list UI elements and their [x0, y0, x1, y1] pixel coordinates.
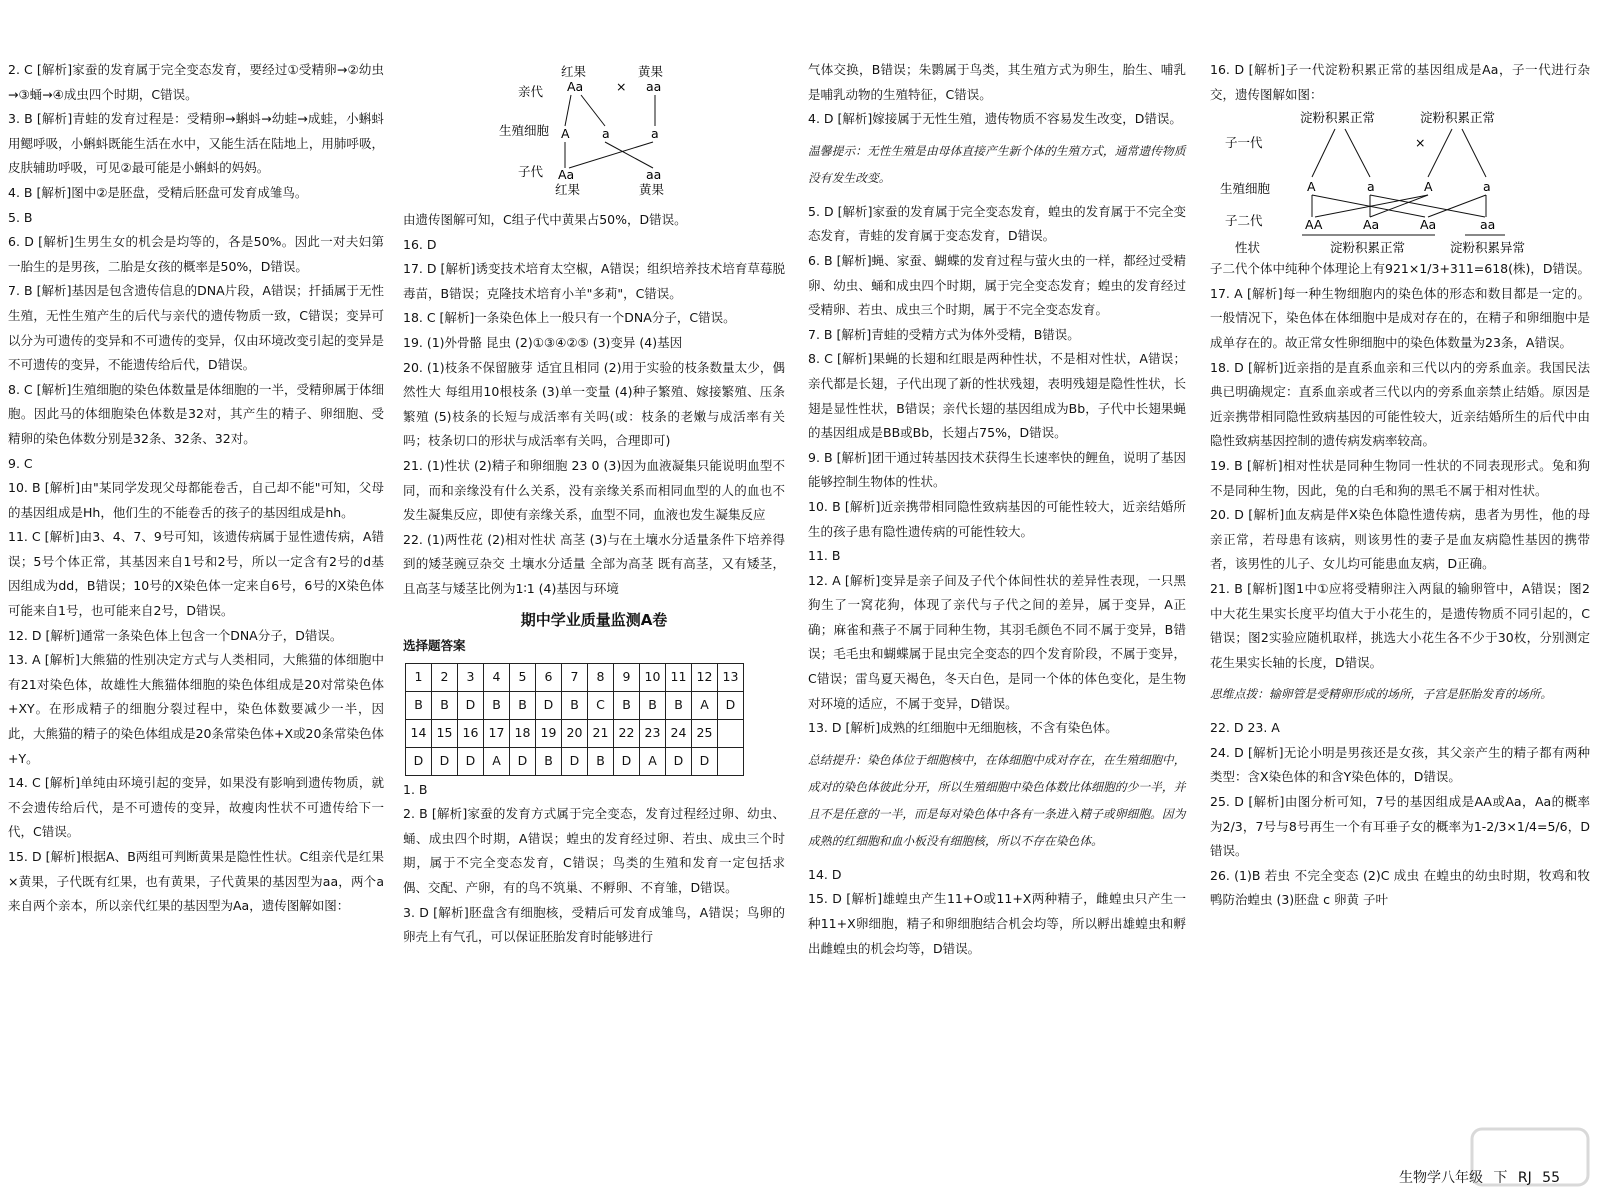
answer-table-cell: 11	[666, 663, 692, 691]
answer-item: 2. B [解析]家蚕的发育方式属于完全变态，发育过程经过卵、幼虫、蛹、成虫四个时期，A错误；蝗虫的发育经过卵、若虫、成虫三个时期，属于不完全变态发育，C错误；鸟类的生殖和发育一定包括求偶、交配、产卵，有的鸟不筑巢、不孵卵、不育雏，D错误。	[403, 806, 785, 896]
column-3-items	[808, 58, 1186, 132]
column-4-items	[1210, 58, 1590, 107]
f2-genotype-3: Aa	[1420, 217, 1437, 233]
answer-table-cell: B	[666, 691, 692, 719]
answer-table-cell: D	[432, 747, 458, 775]
answer-table-cell: 20	[562, 719, 588, 747]
answer-item: 17. A [解析]每一种生物细胞内的染色体的形态和数目都是一定的。一般情况下，染色体在体细胞中是成对存在的，在精子和卵细胞中是成单存在的。故正常女性卵细胞中的染色体数量为23条，A错误。	[1210, 285, 1590, 350]
row-label-parent: 亲代	[518, 84, 544, 99]
answer-table-cell: D	[614, 747, 640, 775]
answer-table-cell: 22	[614, 719, 640, 747]
column-3-items-b	[808, 200, 1186, 741]
column-3	[808, 58, 1186, 961]
arrow-line	[1312, 129, 1335, 177]
answer-item: 8. C [解析]果蝇的长翅和红眼是两种性状，不是相对性状，A错误；亲代都是长翅，子代出现了新的性状残翅，表明残翅是隐性性状，长翅是显性性状，B错误；亲代长翅的基因组成为Bb，子代中长翅果蝇的基因组成是BB或Bb，长翅占75%，D错误。	[808, 351, 1186, 441]
answer-table-cell: D	[510, 747, 536, 775]
answer-item: 20. D [解析]血友病是伴X染色体隐性遗传病，患者为男性，他的母亲正常，若母患有该病，则该男性的妻子是血友病隐性基因的携带者，该男性的儿子、女儿均可能患血友病，D正确。	[1210, 507, 1590, 572]
row-label-offspring: 子代	[518, 164, 544, 179]
f1-parent1-name: 淀粉积累正常	[1300, 110, 1376, 126]
answer-item: 20. (1)枝条不保留腋芽 适宜且相同 (2)用于实验的枝条数量太少，偶然性大 每组用10根枝条 (3)单一变量 (4)种子繁殖、嫁接繁殖、压条繁殖 (5)枝条的长短与成活率有关吗(或：枝条的老嫩与成活率有关吗；枝条切口的形状与成活率有关吗，合理即可)	[403, 359, 785, 449]
f2-genotype-1: AA	[1305, 217, 1323, 233]
thinking-tip-box: 思维点拨：输卵管是受精卵形成的场所，子宫是胚胎发育的场所。	[1210, 687, 1553, 702]
footer-term: 下	[1493, 1170, 1508, 1187]
answer-table-cell: B	[588, 747, 614, 775]
tip-box: 温馨提示：无性生殖是由母体直接产生新个体的生殖方式，通常遗传物质没有发生改变。	[808, 143, 1186, 185]
genetic-diagram-1	[403, 58, 785, 208]
answer-item: 6. D [解析]生男生女的机会是均等的，各是50%。因此一对夫妇第一胎生的是男孩，二胎是女孩的概率是50%，D错误。	[8, 234, 384, 274]
answer-item: 7. B [解析]基因是包含遗传信息的DNA片段，A错误；扦插属于无性生殖，无性生殖产生的后代与亲代的遗传物质一致，C错误；变异可以分为可遗传的变异和不可遗传的变异，仅由环境改变引起的变异是不可遗传的变异，不能遗传给后代，D错误。	[8, 283, 384, 373]
column-1-items	[8, 58, 384, 919]
gamete-A: A	[561, 126, 570, 141]
cross-symbol: ×	[616, 79, 627, 94]
answer-table-cell: 8	[588, 663, 614, 691]
parent1-name: 红果	[561, 64, 587, 79]
answer-table-cell: B	[510, 691, 536, 719]
answer-item: 3. B [解析]青蛙的发育过程是：受精卵→蝌蚪→幼蛙→成蛙，小蝌蚪用鳃呼吸，小蝌蚪既能生活在水中，又能生活在陆地上，用肺呼吸，皮肤辅助呼吸，可见②最可能是小蝌蚪的妈妈。	[8, 111, 384, 176]
answer-item: 1. B	[403, 781, 428, 797]
answer-item: 21. B [解析]图1中①应将受精卵注入两鼠的输卵管中，A错误；图2中大花生果实长度平均值大于小花生的，是遗传物质不同引起的，C错误；图2实验应随机取样，挑选大小花生各不少于30枚，分别测定花生果实长轴的长度，D错误。	[1210, 580, 1590, 670]
answer-table-cell: B	[562, 691, 588, 719]
answer-item: 4. B [解析]图中②是胚盘，受精后胚盘可发育成雏鸟。	[8, 184, 308, 200]
arrow-line	[1428, 129, 1452, 177]
row-label-f1: 子一代	[1225, 135, 1263, 151]
answer-table-cell: D	[666, 747, 692, 775]
watermark-logo	[1470, 1127, 1590, 1187]
answer-table-cell: C	[588, 691, 614, 719]
genetic-diagram-2	[1210, 107, 1590, 257]
answer-item: 13. A [解析]大熊猫的性别决定方式与人类相同，大熊猫的体细胞中有21对染色体，故雄性大熊猫体细胞的染色体组成是20对常染色体+XY。在形成精子的细胞分裂过程中，染色体数要减少一半，因此，大熊猫的精子的染色体组成是20条常染色体+X或20条常染色体+Y。	[8, 652, 384, 766]
row-label-gamete: 生殖细胞	[499, 123, 550, 138]
answer-item: 18. D [解析]近亲指的是直系血亲和三代以内的旁系血亲。我国民法典已明确规定：直系血亲或者三代以内的旁系血亲禁止结婚。原因是近亲携带相同隐性致病基因的可能性较大，近亲结婚所生的后代中由隐性致病基因控制的遗传病发病率较高。	[1210, 359, 1590, 449]
summary-box: 总结提升：染色体位于细胞核中，在体细胞中成对存在，在生殖细胞中，成对的染色体彼此分开，所以生殖细胞中染色体数比体细胞的少一半，并且不是任意的一半，而是每对染色体中各有一条进入精子或卵细胞。因为成熟的红细胞和血小板没有细胞核，所以不存在染色体。	[808, 752, 1186, 848]
gamete-a1: a	[602, 126, 610, 141]
answer-item: 15. D [解析]根据A、B两组可判断黄果是隐性性状。C组亲代是红果×黄果，子代既有红果，也有黄果，子代黄果的基因型为aa，两个a来自两个亲本，所以亲代红果的基因型为Aa，遗传图解如图：	[8, 849, 384, 914]
section-title: 期中学业质量监测A卷	[520, 610, 668, 629]
answer-item: 19. (1)外骨骼 昆虫 (2)①③④②⑤ (3)变异 (4)基因	[403, 334, 683, 350]
answer-table-cell: 16	[458, 719, 484, 747]
column-3-items-c	[808, 863, 1186, 961]
parent1-genotype: Aa	[567, 79, 584, 94]
parent2-name: 黄果	[638, 64, 664, 79]
column-4	[1210, 58, 1590, 913]
answer-item: 22. (1)两性花 (2)相对性状 高茎 (3)与在土壤水分适量条件下培养得到的矮茎豌豆杂交 土壤水分适量 全部为高茎 既有高茎，又有矮茎，且高茎与矮茎比例为1∶1 (4)基因与环境	[403, 531, 785, 596]
answer-item: 24. D [解析]无论小明是男孩还是女孩，其父亲产生的精子都有两种类型：含X染色体的和含Y染色体的，D错误。	[1210, 744, 1590, 785]
answer-item: 9. C	[8, 455, 33, 471]
arrow-line	[1370, 195, 1428, 217]
answer-table-row	[406, 747, 744, 775]
answer-table-cell: 1	[406, 663, 432, 691]
arrow-line	[569, 142, 653, 168]
offspring2-genotype: aa	[646, 167, 662, 182]
arrow-line	[1370, 195, 1485, 217]
answer-table-cell: D	[562, 747, 588, 775]
answer-table-cell: B	[484, 691, 510, 719]
answer-table-row	[406, 719, 744, 747]
answer-table-cell: B	[614, 691, 640, 719]
column-2	[403, 58, 785, 950]
answer-table-cell: B	[536, 747, 562, 775]
answer-table-cell: 2	[432, 663, 458, 691]
answer-table-cell: 24	[666, 719, 692, 747]
genetic-diagram-2-svg	[1210, 107, 1590, 257]
arrow-line	[1345, 129, 1370, 177]
answer-table-cell: 14	[406, 719, 432, 747]
f1-parent2-name: 淀粉积累正常	[1420, 110, 1496, 126]
answer-item: 12. D [解析]通常一条染色体上包含一个DNA分子，D错误。	[8, 627, 343, 643]
answer-item: 7. B [解析]青蛙的受精方式为体外受精，B错误。	[808, 326, 1080, 342]
answer-table-row	[406, 663, 744, 691]
answer-item: 由遗传图解可知，C组子代中黄果占50%，D错误。	[403, 212, 687, 227]
answer-table-cell: 3	[458, 663, 484, 691]
answer-item: 5. B	[8, 209, 33, 225]
parent2-genotype: aa	[646, 79, 662, 94]
answer-item: 9. B [解析]团干通过转基因技术获得生长速率快的鲤鱼，说明了基因能够控制生物体的性状。	[808, 449, 1186, 490]
answer-item: 10. B [解析]由"某同学发现父母都能卷舌，自己却不能"可知，父母的基因组成是Hh，他们生的不能卷舌的孩子的基因组成是hh。	[8, 480, 384, 520]
answer-item: 19. B [解析]相对性状是同种生物同一性状的不同表现形式。兔和狗不是同种生物，因此，兔的白毛和狗的黑毛不属于相对性状。	[1210, 457, 1590, 498]
answer-table-row	[406, 691, 744, 719]
footer-edition: RJ	[1517, 1170, 1532, 1187]
answer-item: 10. B [解析]近亲携带相同隐性致病基因的可能性较大，近亲结婚所生的孩子患有隐性遗传病的可能性较大。	[808, 498, 1186, 539]
column-2-items-b	[403, 778, 785, 950]
answer-item: 11. C [解析]由3、4、7、9号可知，该遗传病属于显性遗传病，A错误；5号个体正常，其基因来自1号和2号，所以一定含有2号的d基因组成为dd，B错误；10号的X染色体一定来自6号，6号的X染色体可能来自1号，也可能来自2号，D错误。	[8, 529, 384, 619]
answer-table-cell: 5	[510, 663, 536, 691]
answer-item: 6. B [解析]蝇、家蚕、蝴蝶的发育过程与萤火虫的一样，都经过受精卵、幼虫、蛹和成虫四个时期，属于完全变态发育；蝗虫的发育经过受精卵、若虫、成虫三个时期，属于不完全变态发育。	[808, 252, 1186, 318]
gamete-2: a	[1367, 179, 1375, 195]
footer-subject: 生物学八年级	[1398, 1170, 1483, 1187]
arrow-line	[565, 95, 571, 126]
answer-item: 11. B	[808, 548, 841, 564]
answer-item: 4. D [解析]嫁接属于无性生殖，遗传物质不容易发生改变，D错误。	[808, 111, 1182, 127]
answer-table-cell: 7	[562, 663, 588, 691]
answer-table-cell	[718, 719, 744, 747]
answer-table-cell: 25	[692, 719, 718, 747]
arrow-line	[1428, 195, 1486, 217]
genetic-diagram-1-svg	[403, 58, 783, 208]
answer-item: 15. D [解析]雄蝗虫产生11+O或11+X两种精子，雌蝗虫只产生一种11+X卵细胞，精子和卵细胞结合机会均等，所以孵出雄蝗虫和孵出雌蝗虫的机会均等，D错误。	[808, 891, 1186, 956]
answer-table-cell: 6	[536, 663, 562, 691]
arrow-line	[581, 95, 605, 126]
answer-table-cell: A	[640, 747, 666, 775]
gamete-1: A	[1307, 179, 1316, 195]
answer-item: 2. C [解析]家蚕的发育属于完全变态发育，要经过①受精卵→②幼虫→③蛹→④成虫四个时期，C错误。	[8, 62, 384, 102]
answer-item: 5. D [解析]家蚕的发育属于完全变态发育，蝗虫的发育属于不完全变态发育，青蛙的发育属于变态发育，D错误。	[808, 203, 1186, 244]
answer-item: 13. D [解析]成熟的红细胞中无细胞核，不含有染色体。	[808, 720, 1118, 736]
column-4-items-c	[1210, 716, 1590, 913]
answer-item: 21. (1)性状 (2)精子和卵细胞 23 0 (3)因为血液凝集只能说明血型不同，而和亲缘没有什么关系，没有亲缘关系而相同血型的人的血也不发生凝集反应，即使有亲缘关系，血型不同，血液也发生凝集反应	[403, 457, 785, 523]
column-4-items-b	[1210, 282, 1590, 676]
answer-table-cell: A	[692, 691, 718, 719]
answer-table-cell: 13	[718, 663, 744, 691]
row-label-gamete: 生殖细胞	[1220, 181, 1271, 197]
footer-page-number: 55	[1542, 1170, 1560, 1187]
answer-table-cell: B	[406, 691, 432, 719]
answer-table-cell: 17	[484, 719, 510, 747]
answer-item: 3. D [解析]胚盘含有细胞核，受精后可发育成雏鸟，A错误；鸟卵的卵壳上有气孔，可以保证胚胎发育时能够进行	[403, 904, 785, 945]
gamete-3: A	[1424, 179, 1433, 195]
answer-table-cell: D	[406, 747, 432, 775]
answer-table-cell: 10	[640, 663, 666, 691]
answer-table-cell: 19	[536, 719, 562, 747]
answer-item: 8. C [解析]生殖细胞的染色体数量是体细胞的一半，受精卵属于体细胞。因此马的体细胞染色体数是32对，其产生的精子、卵细胞、受精卵的染色体数分别是32条、32条、32对。	[8, 381, 384, 446]
answer-table	[405, 663, 744, 776]
answer-table-cell: 12	[692, 663, 718, 691]
cross-symbol: ×	[1415, 135, 1426, 151]
f2-genotype-2: Aa	[1363, 217, 1380, 233]
row-label-f2: 子二代	[1225, 213, 1263, 229]
answer-table-cell: D	[458, 691, 484, 719]
arrow-line	[1462, 129, 1486, 177]
trait-abnormal: 淀粉积累异常	[1450, 240, 1526, 256]
answer-table-cell: B	[432, 691, 458, 719]
answer-item: 14. C [解析]单纯由环境引起的变异，如果没有影响到遗传物质，就不会遗传给后代，是不可遗传的变异，故瘦肉性状不可遗传给下一代，C错误。	[8, 775, 384, 840]
answer-table-cell: 9	[614, 663, 640, 691]
arrow-line	[1315, 195, 1428, 217]
answer-item: 14. D	[808, 866, 842, 882]
answer-table-cell: 4	[484, 663, 510, 691]
column-2-items	[403, 208, 785, 602]
answer-item: 气体交换，B错误；朱鹮属于鸟类，其生殖方式为卵生，胎生、哺乳是哺乳动物的生殖特征，C错误。	[808, 62, 1186, 102]
answer-item: 22. D 23. A	[1210, 720, 1280, 736]
answer-table-cell: A	[484, 747, 510, 775]
offspring1-genotype: Aa	[558, 167, 575, 182]
answer-table-cell: 18	[510, 719, 536, 747]
answer-table-cell: D	[458, 747, 484, 775]
answer-item: 17. D [解析]诱变技术培育太空椒，A错误；组织培养技术培育草莓脱毒苗，B错误；克隆技术培育小羊"多莉"，C错误。	[403, 261, 785, 301]
calc-line: 子二代个体中纯种个体理论上有921×1/3+311=618(株)，D错误。	[1210, 261, 1590, 277]
answer-item: 26. (1)B 若虫 不完全变态 (2)C 成虫 在蝗虫的幼虫时期，牧鸡和牧鸭防治蝗虫 (3)胚盘 c 卵黄 子叶	[1210, 867, 1590, 908]
answer-item: 16. D [解析]子一代淀粉积累正常的基因组成是Aa，子一代进行杂交，遗传图解如图：	[1210, 62, 1590, 102]
answer-item: 25. D [解析]由图分析可知，7号的基因组成是AA或Aa，Aa的概率为2/3，7号与8号再生一个有耳垂子女的概率为1-2/3×1/4=5/6，D错误。	[1210, 794, 1590, 859]
answer-table-cell: 21	[588, 719, 614, 747]
f2-genotype-4: aa	[1480, 217, 1496, 233]
offspring1-name: 红果	[555, 182, 581, 197]
answer-table-cell: D	[692, 747, 718, 775]
gamete-4: a	[1483, 179, 1491, 195]
answer-table-cell: 23	[640, 719, 666, 747]
answer-table-cell: D	[718, 691, 744, 719]
offspring2-name: 黄果	[639, 182, 665, 197]
answer-table-cell: 15	[432, 719, 458, 747]
answer-table-cell	[718, 747, 744, 775]
gamete-a2: a	[651, 126, 659, 141]
answer-item: 18. C [解析]一条染色体上一般只有一个DNA分子，C错误。	[403, 310, 736, 326]
answer-table-label: 选择题答案	[403, 638, 466, 654]
answer-table-cell: D	[536, 691, 562, 719]
answer-item: 16. D	[403, 236, 437, 252]
arrow-line	[1312, 195, 1425, 217]
column-1	[8, 58, 384, 919]
trait-normal: 淀粉积累正常	[1330, 240, 1406, 256]
row-label-trait: 性状	[1235, 240, 1261, 256]
answer-item: 12. A [解析]变异是亲子间及子代个体间性状的差异性表现，一只黑狗生了一窝花狗，体现了亲代与子代之间的差异，属于变异，A正确；麻雀和燕子不属于同种生物，其羽毛颜色不同不属于变异，B错误；毛毛虫和蝴蝶属于昆虫完全变态的四个发育阶段，不属于变异，C错误；雷鸟夏天褐色，冬天白色，是同一个体的体色变化，是生物对环境的适应，不属于变异，D错误。	[808, 572, 1186, 711]
answer-table-cell: B	[640, 691, 666, 719]
